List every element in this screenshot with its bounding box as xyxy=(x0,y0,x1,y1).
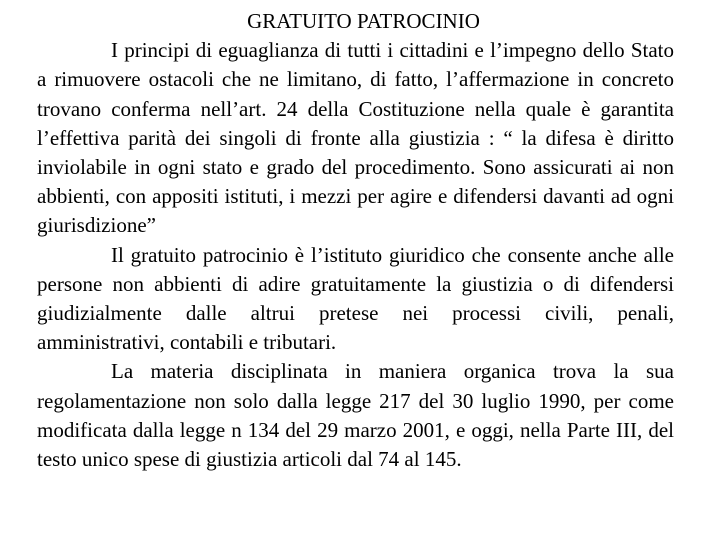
document-title: GRATUITO PATROCINIO xyxy=(247,9,480,33)
document-page xyxy=(37,7,674,474)
paragraph-costituzione: I principi di eguaglianza di tutti i cittadini e l’impegno dello Stato a rimuovere ostacoli che ne limitano, di fatto, l’affermazione in concreto trovano conferma nell’art. 24 della Costituzione nella quale è garantita l’effettiva parità dei singoli di fronte alla giustizia : “ la difesa è diritto inviolabile in ogni stato e grado del procedimento. Sono assicurati ai non abbienti, con appositi istituti, i mezzi per agire e difendersi davanti ad ogni giurisdizione” xyxy=(37,38,674,238)
paragraph-normativa: La materia disciplinata in maniera organica trova la sua regolamentazione non solo dalla legge 217 del 30 luglio 1990, per come modificata dalla legge n 134 del 29 marzo 2001, e oggi, nella Parte III, del testo unico spese di giustizia articoli dal 74 al 145. xyxy=(37,359,674,472)
paragraph-definizione: Il gratuito patrocinio è l’istituto giuridico che consente anche alle persone non abbienti di adire gratuitamente la giustizia o di difendersi giudizialmente dalle altrui pretese nei processi civili, penali, amministrativi, contabili e tributari. xyxy=(37,242,674,355)
